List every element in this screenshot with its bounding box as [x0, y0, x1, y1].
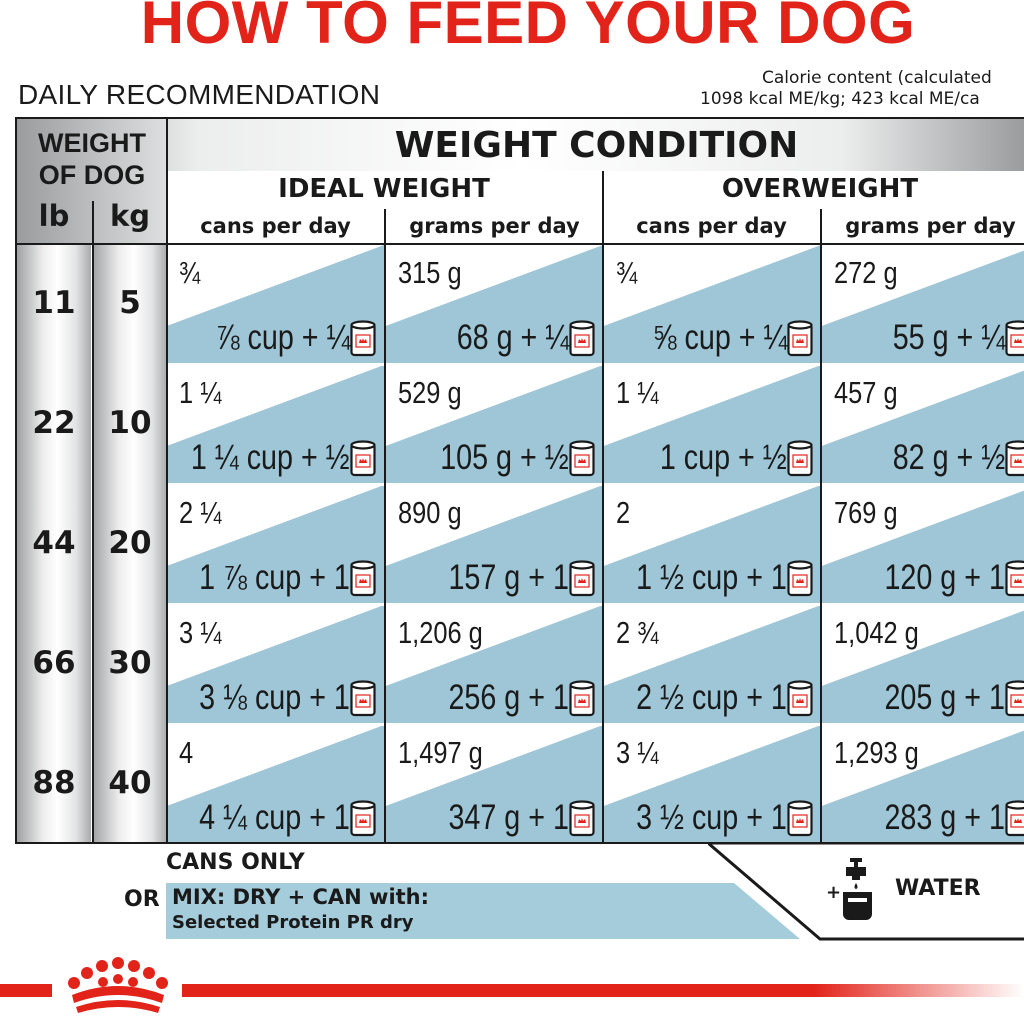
table-cell	[386, 485, 603, 603]
cell-bottom-value: 4 ¼ cup + 1	[199, 798, 350, 837]
cell-top-value: ¾	[179, 255, 201, 290]
cell-bottom-value-group	[868, 315, 1024, 361]
cell-top-value: 3 ¼	[179, 615, 222, 650]
table-cell	[604, 605, 821, 723]
weight-kg: 20	[108, 525, 152, 561]
table-cell	[167, 725, 384, 843]
cell-top-value: 457 g	[834, 375, 898, 410]
cell-bottom-value: 3 ⅛ cup + 1	[199, 678, 350, 717]
cell-bottom-value-group	[432, 315, 595, 361]
can-icon	[1005, 560, 1024, 598]
column-label-over-cans: cans per day	[636, 214, 787, 238]
daily-recommendation-label: DAILY RECOMMENDATION	[18, 79, 381, 110]
cell-top-value: 3 ¼	[616, 735, 659, 770]
can-icon	[350, 800, 376, 838]
cell-bottom-value: 3 ½ cup + 1	[636, 798, 787, 837]
cell-bottom-value: 347 g + 1	[448, 798, 569, 837]
cell-bottom-value-group	[167, 675, 376, 721]
can-icon	[350, 440, 376, 478]
weight-lb: 66	[32, 645, 76, 681]
unit-kg-header: kg	[109, 199, 151, 233]
table-cell	[386, 725, 603, 843]
weight-lb: 88	[32, 765, 76, 801]
plus-sign: +	[826, 882, 842, 903]
cell-top-value: 1,293 g	[834, 735, 919, 770]
or-label: OR	[124, 887, 160, 912]
cell-bottom-value-group	[632, 435, 813, 481]
cell-bottom-value-group	[167, 555, 376, 601]
can-icon	[569, 800, 595, 838]
cell-bottom-value-group	[858, 795, 1024, 841]
row-divider	[167, 604, 1024, 606]
page-title: HOW TO FEED YOUR DOG	[140, 0, 916, 56]
can-icon	[1005, 320, 1024, 358]
table-cell	[604, 725, 821, 843]
cell-bottom-value: 82 g + ½	[892, 438, 1005, 477]
weight-condition-header: WEIGHT CONDITION	[394, 125, 799, 166]
weight-of-dog-header: WEIGHT OF DOG	[38, 128, 146, 190]
weight-kg: 5	[119, 285, 141, 321]
weight-lb: 22	[32, 405, 76, 441]
cell-bottom-value-group	[858, 555, 1024, 601]
can-icon	[787, 680, 813, 718]
can-icon	[1005, 680, 1024, 718]
cell-top-value: 315 g	[398, 255, 462, 290]
table-cell	[822, 605, 1024, 723]
cell-bottom-value: 2 ½ cup + 1	[636, 678, 787, 717]
table-cell	[386, 605, 603, 723]
cell-top-value: 529 g	[398, 375, 462, 410]
cell-top-value: 1 ¼	[179, 375, 222, 410]
group-overweight: OVERWEIGHT	[721, 174, 919, 204]
cell-top-value: 2 ¼	[179, 495, 222, 530]
cell-bottom-value: 105 g + ½	[440, 438, 569, 477]
cell-top-value: 2	[616, 495, 631, 530]
cell-top-value: 1,042 g	[834, 615, 919, 650]
can-icon	[1005, 800, 1024, 838]
calorie-line-2: 1098 kcal ME/kg; 423 kcal ME/ca	[700, 89, 980, 109]
cell-bottom-value: 256 g + 1	[448, 678, 569, 717]
can-icon	[350, 680, 376, 718]
condition-subheader	[167, 171, 1024, 243]
cell-bottom-value-group	[186, 315, 376, 361]
column-divider-2	[602, 171, 604, 844]
can-icon	[787, 440, 813, 478]
column-label-ideal-cans: cans per day	[200, 214, 351, 238]
table-cell	[822, 485, 1024, 603]
cell-bottom-value: 283 g + 1	[884, 798, 1005, 837]
table-cell	[167, 605, 384, 723]
can-icon	[350, 560, 376, 598]
mix-line-1: MIX: DRY + CAN with:	[172, 885, 430, 909]
calorie-line-1: Calorie content (calculated	[762, 68, 992, 88]
royal-canin-crown-logo	[58, 955, 178, 1021]
weight-lb: 11	[32, 285, 76, 321]
cell-bottom-value: 1 ⅞ cup + 1	[199, 558, 350, 597]
column-divider-3	[820, 209, 822, 844]
cell-top-value: 272 g	[834, 255, 898, 290]
cell-top-value: 769 g	[834, 495, 898, 530]
cell-top-value: 1 ¼	[616, 375, 659, 410]
can-icon	[787, 320, 813, 358]
can-icon	[787, 800, 813, 838]
cell-bottom-value: 68 g + ¼	[456, 318, 569, 357]
cell-bottom-value-group	[604, 795, 813, 841]
table-cell	[604, 365, 821, 483]
column-label-ideal-grams: grams per day	[409, 214, 580, 238]
cans-only-label: CANS ONLY	[166, 850, 305, 875]
calorie-content	[686, 68, 1024, 110]
row-divider	[167, 364, 1024, 366]
can-icon	[1005, 440, 1024, 478]
unit-divider	[92, 243, 94, 844]
cell-bottom-value-group	[167, 435, 376, 481]
cell-bottom-value-group	[422, 675, 595, 721]
table-cell	[386, 245, 603, 363]
cell-bottom-value: 120 g + 1	[884, 558, 1005, 597]
cell-bottom-value-group	[858, 675, 1024, 721]
cell-bottom-value: 157 g + 1	[448, 558, 569, 597]
cell-bottom-value-group	[604, 675, 813, 721]
cell-top-value: 2 ¾	[616, 615, 659, 650]
weight-lb: 44	[32, 525, 76, 561]
table-cell	[167, 365, 384, 483]
cell-bottom-value: 1 ½ cup + 1	[636, 558, 787, 597]
cell-bottom-value-group	[868, 435, 1024, 481]
cell-top-value: 4	[179, 735, 194, 770]
weight-kg: 40	[108, 765, 152, 801]
unit-divider-header	[92, 201, 94, 243]
can-icon	[569, 440, 595, 478]
cell-bottom-value-group	[604, 555, 813, 601]
cell-bottom-value: 205 g + 1	[884, 678, 1005, 717]
cell-bottom-value: ⅝ cup + ¼	[652, 318, 787, 357]
table-cell	[386, 365, 603, 483]
cell-bottom-value: ⅞ cup + ¼	[215, 318, 350, 357]
table-cell	[822, 245, 1024, 363]
table-cell	[167, 485, 384, 603]
feeding-table	[15, 117, 1024, 844]
mix-line-2: Selected Protein PR dry	[172, 912, 414, 933]
can-icon	[569, 320, 595, 358]
table-cell	[167, 245, 384, 363]
column-divider-1	[384, 209, 386, 844]
cell-top-value: 890 g	[398, 495, 462, 530]
row-divider	[167, 724, 1024, 726]
cell-top-value: 1,206 g	[398, 615, 483, 650]
can-icon	[569, 680, 595, 718]
can-icon	[569, 560, 595, 598]
table-cell	[822, 365, 1024, 483]
unit-lb-header: lb	[38, 199, 70, 233]
cell-bottom-value-group	[422, 555, 595, 601]
cell-bottom-value-group	[422, 795, 595, 841]
group-ideal-weight: IDEAL WEIGHT	[278, 174, 490, 204]
header-divider	[17, 243, 1024, 245]
cell-bottom-value-group	[623, 315, 813, 361]
cell-bottom-value-group	[167, 795, 376, 841]
water-label: WATER	[895, 876, 981, 901]
water-tap-icon	[826, 858, 882, 928]
weight-divider	[166, 119, 168, 842]
column-label-over-grams: grams per day	[845, 214, 1016, 238]
row-divider	[167, 484, 1024, 486]
table-cell	[822, 725, 1024, 843]
weight-kg: 10	[108, 405, 152, 441]
table-cell	[604, 245, 821, 363]
cell-bottom-value: 1 ¼ cup + ½	[191, 438, 350, 477]
weight-kg: 30	[108, 645, 152, 681]
cell-bottom-value: 55 g + ¼	[892, 318, 1005, 357]
cell-top-value: ¾	[616, 255, 638, 290]
can-icon	[350, 320, 376, 358]
table-cell	[604, 485, 821, 603]
cell-bottom-value-group	[412, 435, 595, 481]
can-icon	[787, 560, 813, 598]
cell-top-value: 1,497 g	[398, 735, 483, 770]
cell-bottom-value: 1 cup + ½	[660, 438, 787, 477]
